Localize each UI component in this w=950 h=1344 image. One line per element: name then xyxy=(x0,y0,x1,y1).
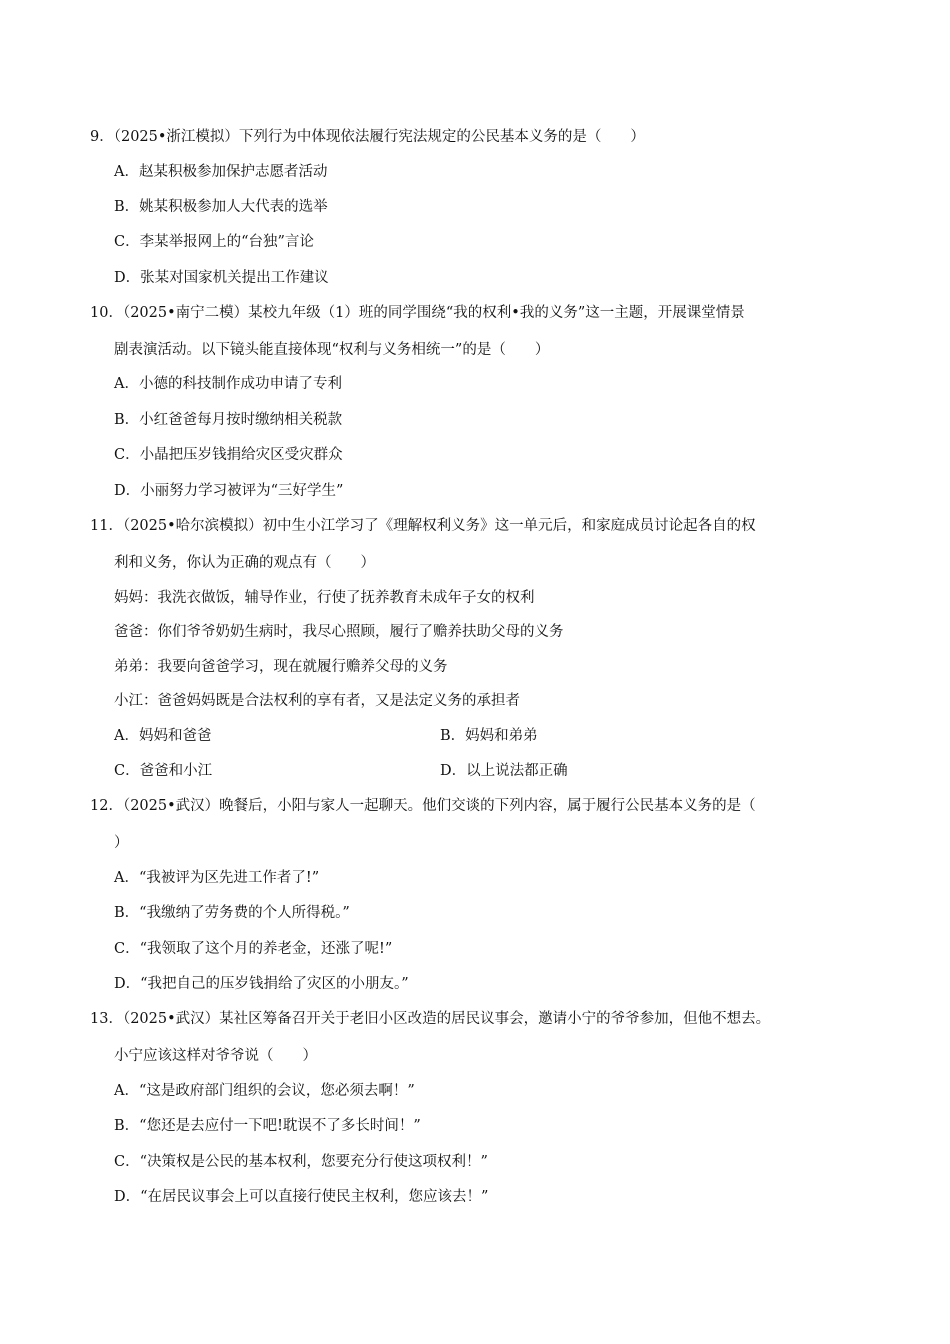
question-11-option-d: D．以上说法都正确 xyxy=(440,763,568,779)
question-12-option-b: B．“我缴纳了劳务费的个人所得税。” xyxy=(114,905,350,921)
question-11-text-line-1: 11．（2025•哈尔滨模拟）初中生小江学习了《理解权利义务》这一单元后，和家庭成员讨论起各自的权 xyxy=(90,518,756,534)
question-12-text-line-1: 12．（2025•武汉）晚餐后，小阳与家人一起聊天。他们交谈的下列内容，属于履行公民基本义务的是（ xyxy=(90,798,756,814)
question-10-option-a: A．小德的科技制作成功申请了专利 xyxy=(114,376,342,392)
question-10-option-b: B．小红爸爸每月按时缴纳相关税款 xyxy=(114,412,343,428)
question-10-option-d: D．小丽努力学习被评为“三好学生” xyxy=(114,483,344,499)
question-12-option-c: C．“我领取了这个月的养老金，还涨了呢!” xyxy=(114,941,393,957)
question-13-option-b: B．“您还是去应付一下吧!耽误不了多长时间！” xyxy=(114,1118,421,1134)
question-11-statement-1: 妈妈：我洗衣做饭，辅导作业，行使了抚养教育未成年子女的权利 xyxy=(114,590,535,606)
question-10-option-c: C．小晶把压岁钱捐给灾区受灾群众 xyxy=(114,447,343,463)
question-10-text-line-2: 剧表演活动。以下镜头能直接体现“权利与义务相统一”的是（ ） xyxy=(114,342,550,358)
question-13-text-line-1: 13．（2025•武汉）某社区筹备召开关于老旧小区改造的居民议事会，邀请小宁的爷爷参加，但他不想去。 xyxy=(90,1011,771,1027)
question-11-option-c: C．爸爸和小江 xyxy=(114,763,213,779)
question-13-option-d: D．“在居民议事会上可以直接行使民主权利，您应该去！” xyxy=(114,1189,489,1205)
question-11-statement-2: 爸爸：你们爷爷奶奶生病时，我尽心照顾，履行了赡养扶助父母的义务 xyxy=(114,624,564,640)
question-9-option-d: D．张某对国家机关提出工作建议 xyxy=(114,270,329,286)
question-13-text-line-2: 小宁应该这样对爷爷说（ ） xyxy=(114,1048,317,1064)
question-11-option-b: B．妈妈和弟弟 xyxy=(440,728,538,744)
question-11-statement-3: 弟弟：我要向爸爸学习，现在就履行赡养父母的义务 xyxy=(114,659,448,675)
question-9-option-b: B．姚某积极参加人大代表的选举 xyxy=(114,199,328,215)
question-9-text: 9．（2025•浙江模拟）下列行为中体现依法履行宪法规定的公民基本义务的是（ ） xyxy=(90,129,645,145)
question-10-text-line-1: 10．（2025•南宁二模）某校九年级（1）班的同学围绕“我的权利•我的义务”这一主题，开展课堂情景 xyxy=(90,305,745,321)
question-11-statement-4: 小江：爸爸妈妈既是合法权利的享有者，又是法定义务的承担者 xyxy=(114,693,520,709)
question-13-option-a: A．“这是政府部门组织的会议，您必须去啊！” xyxy=(114,1083,415,1099)
question-11-text-line-2: 利和义务，你认为正确的观点有（ ） xyxy=(114,555,375,571)
question-9-option-a: A．赵某积极参加保护志愿者活动 xyxy=(114,164,328,180)
question-12-text-line-2: ） xyxy=(114,835,129,851)
question-13-option-c: C．“决策权是公民的基本权利，您要充分行使这项权利！” xyxy=(114,1154,488,1170)
question-12-option-d: D．“我把自己的压岁钱捐给了灾区的小朋友。” xyxy=(114,976,409,992)
question-11-option-a: A．妈妈和爸爸 xyxy=(114,728,212,744)
question-12-option-a: A．“我被评为区先进工作者了!” xyxy=(114,870,320,886)
question-9-option-c: C．李某举报网上的“台独”言论 xyxy=(114,234,314,250)
